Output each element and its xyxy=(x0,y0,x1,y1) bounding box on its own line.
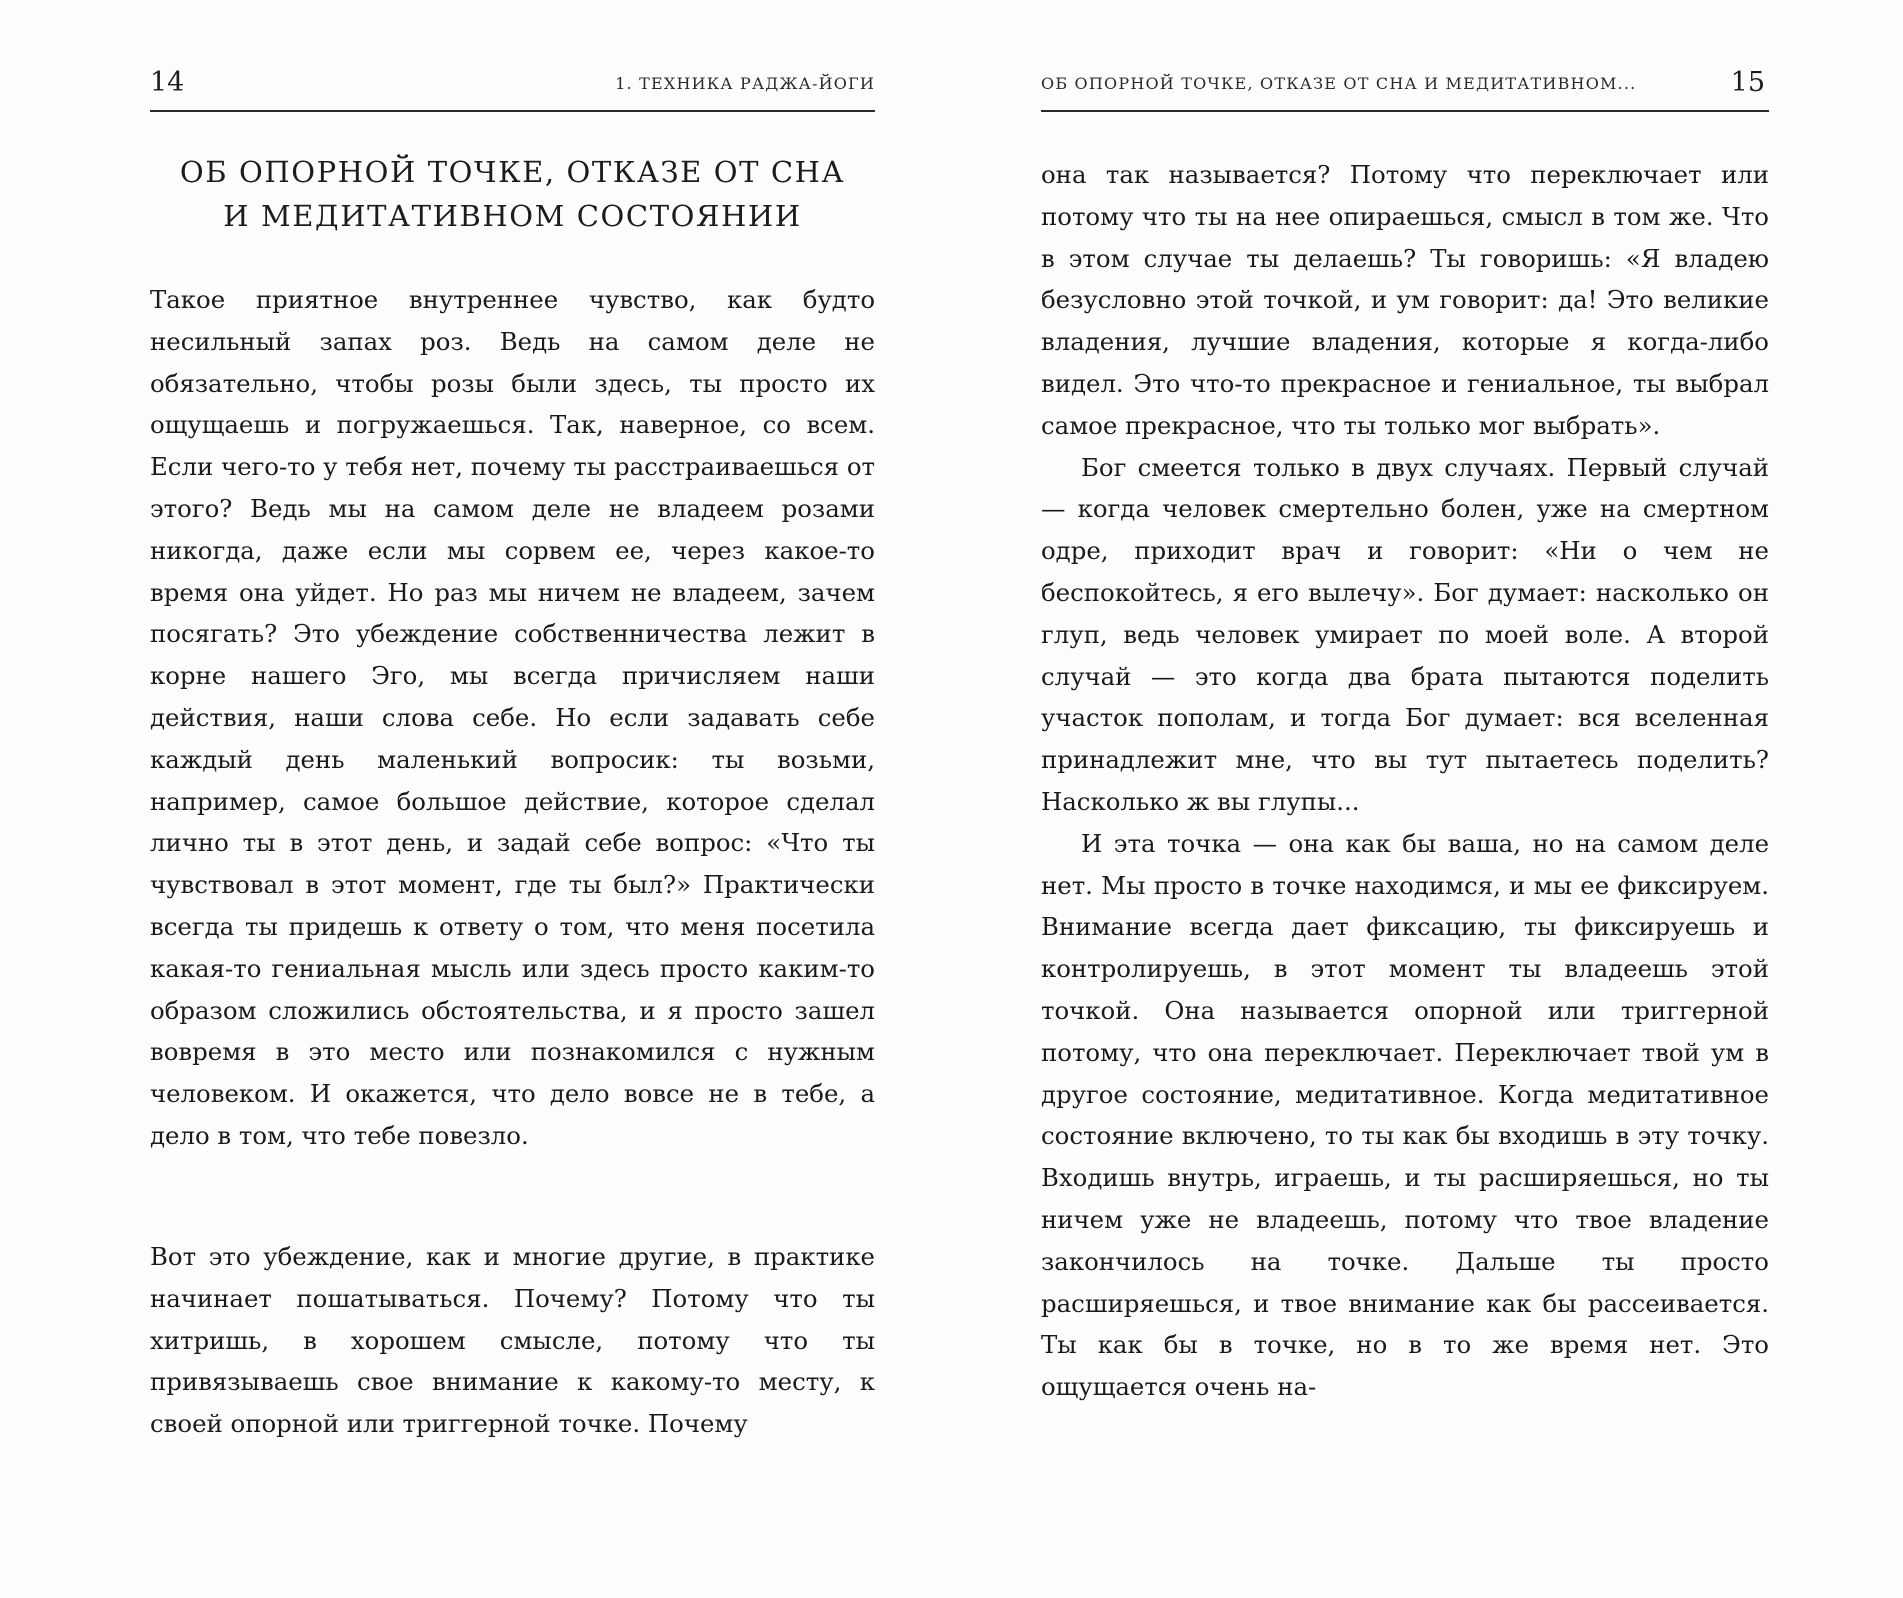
chapter-heading xyxy=(150,150,875,238)
right-paragraph-3: И эта точка — она как бы ваша, но на самом деле нет. Мы просто в точке находимся, и мы ее фиксируем. Внимание всегда дает фиксацию, ты фиксируешь и контролируешь, в этот момент ты владеешь этой точкой. Она называется опорной или триггерной потому, что она переключает. Переключает твой ум в другое состояние, медитативное. Когда медитативное состояние включено, то ты как бы входишь в эту точку. Входишь внутрь, играешь, и ты расширяешься, но ты ничем уже не владеешь, потому что твое владение закончилось на точке. Дальше ты просто расширяешься, и твое внимание как бы рассеивается. Ты как бы в точке, но в то же время нет. Это ощущается очень на- xyxy=(1041,828,1769,1402)
right-paragraph-2: Бог смеется только в двух случаях. Первый случай — когда человек смертельно болен, уже на смертном одре, приходит врач и говорит: «Ни о чем не беспокойтесь, я его вылечу». Бог думает: насколько он глуп, ведь человек умирает по моей воле. А второй случай — это когда два брата пытаются поделить участок пополам, и тогда Бог думает: вся вселенная принадлежит мне, что вы тут пытаетесь поделить? Насколько ж вы глупы... xyxy=(1041,452,1769,816)
left-text-block-2 xyxy=(150,1236,875,1445)
left-page xyxy=(0,0,951,1598)
chapter-heading-line-2: И МЕДИТАТИВНОМ СОСТОЯНИИ xyxy=(223,199,802,233)
right-page xyxy=(951,0,1903,1598)
right-text-block xyxy=(1041,154,1769,1408)
right-page-number: 15 xyxy=(1730,67,1765,98)
left-paragraph-2: Вот это убеждение, как и многие другие, в практике начинает пошатываться. Почему? Потому что ты хитришь, в хорошем смысле, потому что ты привязываешь свое внимание к какому-то месту, к своей опорной или триггерной точке. Почему xyxy=(150,1242,875,1439)
chapter-heading-line-1: ОБ ОПОРНОЙ ТОЧКЕ, ОТКАЗЕ ОТ СНА xyxy=(179,155,846,189)
right-running-header xyxy=(1041,62,1769,112)
right-running-title: ОБ ОПОРНОЙ ТОЧКЕ, ОТКАЗЕ ОТ СНА И МЕДИТАТИВНОМ... xyxy=(1041,74,1637,93)
left-text-block-1 xyxy=(150,279,875,1157)
left-paragraph-1: Такое приятное внутреннее чувство, как будто несильный запах роз. Ведь на самом деле не обязательно, чтобы розы были здесь, ты просто их ощущаешь и погружаешься. Так, наверное, со всем. Если чего-то у тебя нет, почему ты расстраиваешься от этого? Ведь мы на самом деле не владеем розами никогда, даже если мы сорвем ее, через какое-то время она уйдет. Но раз мы ничем не владеем, зачем посягать? Это убеждение собственничества лежит в корне нашего Эго, мы всегда причисляем наши действия, наши слова себе. Но если задавать себе каждый день маленький вопросик: ты возьми, например, самое большое действие, которое сделал лично ты в этот день, и задай себе вопрос: «Что ты чувствовал в этот момент, где ты был?» Практически всегда ты придешь к ответу о том, что меня посетила какая-то гениальная мысль или здесь просто каким-то образом сложились обстоятельства, и я просто зашел вовремя в это место или познакомился с нужным человеком. И окажется, что дело вовсе не в тебе, а дело в том, что тебе повезло. xyxy=(150,285,875,1150)
left-running-header xyxy=(150,62,875,112)
right-paragraph-1: она так называется? Потому что переключает или потому что ты на нее опираешься, смысл в том же. Что в этом случае ты делаешь? Ты говоришь: «Я владею безусловно этой точкой, и ум говорит: да! Это великие владения, лучшие владения, которые я когда-либо видел. Это что-то прекрасное и гениальное, ты выбрал самое прекрасное, что ты только мог выбрать». xyxy=(1041,160,1769,440)
left-running-title: 1. ТЕХНИКА РАДЖА-ЙОГИ xyxy=(615,74,875,93)
left-page-number: 14 xyxy=(150,67,185,98)
